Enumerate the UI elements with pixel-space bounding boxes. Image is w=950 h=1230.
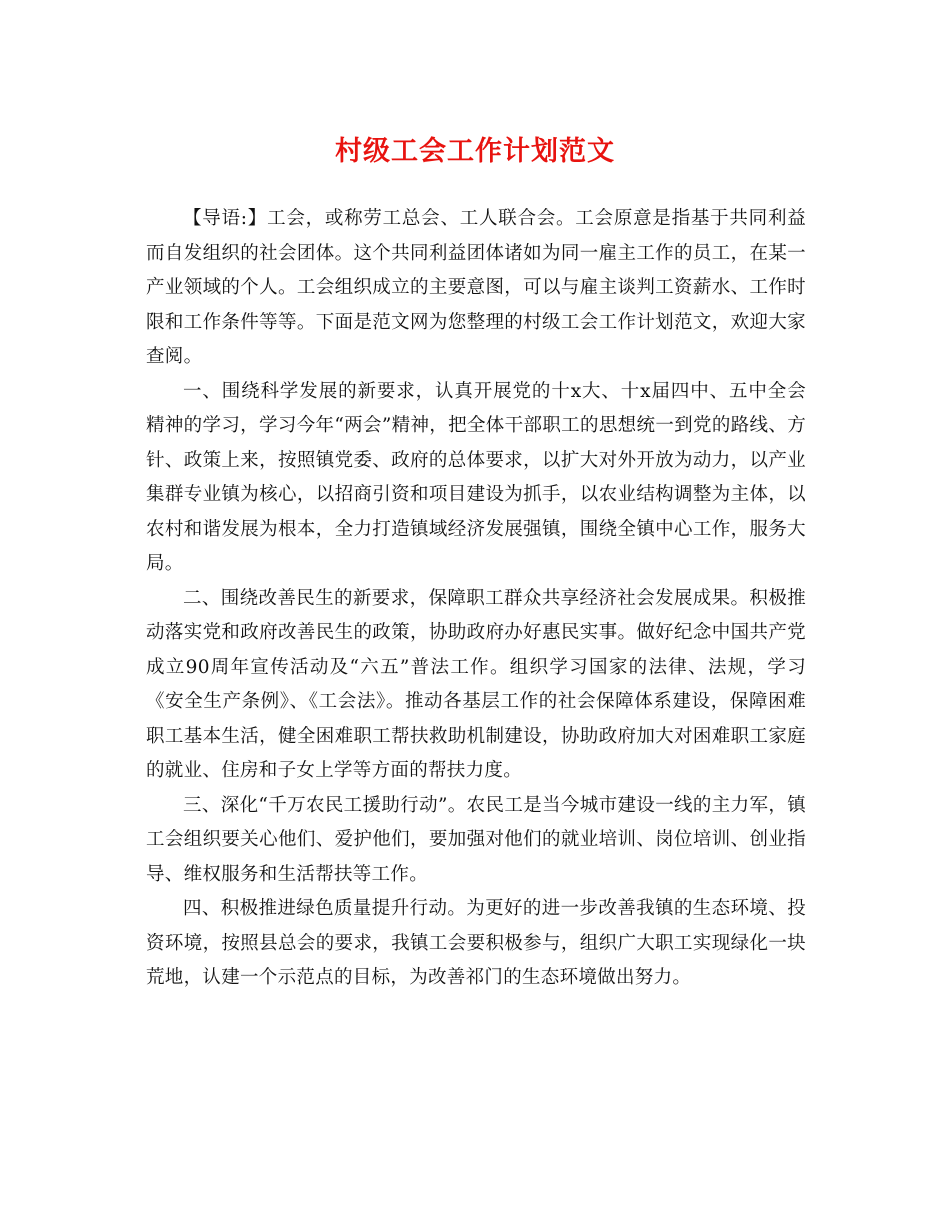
intro-lead: 【导语:】 [183,208,268,229]
paragraph-3: 三、深化“千万农民工援助行动”。农民工是当今城市建设一线的主力军，镇工会组织要关心他们、爱护他们，要加强对他们的就业培训、岗位培训、创业指导、维权服务和生活帮扶等工作。 [146,794,806,885]
paragraph-1: 一、围绕科学发展的新要求，认真开展党的十x大、十x届四中、五中全会精神的学习，学习今年“两会”精神，把全体干部职工的思想统一到党的路线、方针、政策上来，按照镇党委、政府的总体要求，以扩大对外开放为动力，以产业集群专业镇为核心，以招商引资和项目建设为抓手，以农业结构调整为主体，以农村和谐发展为根本，全力打造镇域经济发展强镇，围绕全镇中心工作，服务大局。 [146,380,806,574]
document-body [146,202,806,996]
document-title: 村级工会工作计划范文 [335,136,615,167]
paragraph-4: 四、积极推进绿色质量提升行动。为更好的进一步改善我镇的生态环境、投资环境，按照县总会的要求，我镇工会要积极参与，组织广大职工实现绿化一块荒地，认建一个示范点的目标，为改善祁门的生态环境做出努力。 [146,898,806,988]
intro-text: 工会，或称劳工总会、工人联合会。工会原意是指基于共同利益而自发组织的社会团体。这个共同利益团体诸如为同一雇主工作的员工，在某一产业领域的个人。工会组织成立的主要意图，可以与雇主谈判工资薪水、工作时限和工作条件等等。下面是范文网为您整理的村级工会工作计划范文，欢迎大家查阅。 [146,208,807,367]
paragraph-2: 二、围绕改善民生的新要求，保障职工群众共享经济社会发展成果。积极推动落实党和政府改善民生的政策，协助政府办好惠民实事。做好纪念中国共产党成立90周年宣传活动及“六五”普法工作。组织学习国家的法律、法规，学习《安全生产条例》、《工会法》。推动各基层工作的社会保障体系建设，保障困难职工基本生活，健全困难职工帮扶救助机制建设，协助政府加大对困难职工家庭的就业、住房和子女上学等方面的帮扶力度。 [146,587,806,781]
intro-paragraph [146,202,806,375]
